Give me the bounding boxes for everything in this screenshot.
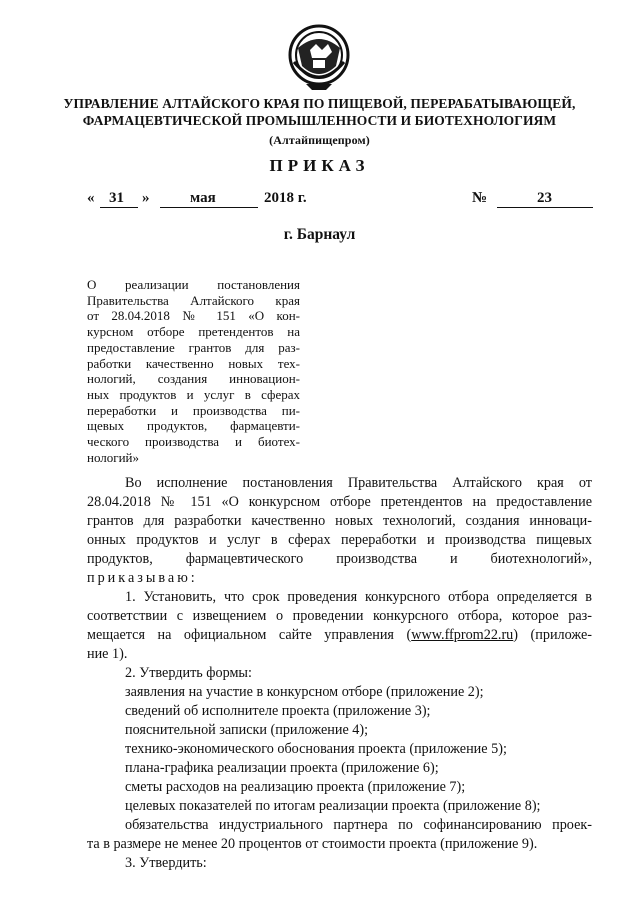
date-open-quote: « bbox=[87, 190, 95, 206]
subject-line: переработки и производства пи- bbox=[87, 402, 300, 418]
order-number: 23 bbox=[537, 190, 552, 206]
number-underline bbox=[497, 207, 593, 208]
form-item: целевых показателей по итогам реализации проекта (приложение 8); bbox=[125, 798, 541, 814]
form-item: сведений об исполнителе проекта (приложение 3); bbox=[125, 703, 431, 719]
subject-line: предоставление грантов для раз- bbox=[87, 339, 300, 355]
body-line: ние 1). bbox=[87, 646, 128, 662]
month-underline bbox=[160, 207, 258, 208]
subject-line: нологий, создания инновацион- bbox=[87, 371, 300, 387]
prikazyvayu-word: приказываю: bbox=[87, 570, 198, 586]
body-line: грантов для разработки качественно новых технологий, создания инноваци- bbox=[87, 513, 592, 529]
day-underline bbox=[100, 207, 138, 208]
date-month: мая bbox=[190, 190, 216, 206]
coat-of-arms-emblem bbox=[286, 22, 352, 92]
order-body bbox=[87, 474, 592, 873]
date-year: 2018 г. bbox=[264, 190, 307, 206]
body-line: Во исполнение постановления Правительства Алтайского края от bbox=[125, 475, 592, 491]
body-line-with-link bbox=[87, 626, 592, 645]
subject-line: ных продуктов и услуг в сферах bbox=[87, 386, 300, 402]
body-line: онных продуктов и услуг в сферах переработки и производства пищевых bbox=[87, 532, 592, 548]
body-line: 1. Установить, что срок проведения конкурсного отбора определяется в bbox=[125, 589, 592, 605]
city-name: г. Барнаул bbox=[283, 226, 356, 243]
form-item: плана-графика реализации проекта (приложение 6); bbox=[125, 760, 439, 776]
subject-line: работки качественно новых тех- bbox=[87, 355, 300, 371]
body-text: ) (приложе- bbox=[513, 627, 592, 643]
form-item: сметы расходов на реализацию проекта (приложение 7); bbox=[125, 779, 466, 795]
date-close-quote: » bbox=[142, 190, 150, 206]
form-item: обязательства индустриального партнера по софинансированию проек- bbox=[125, 817, 592, 833]
subject-line: от 28.04.2018 № 151 «О кон- bbox=[87, 308, 300, 324]
subject-line: ческого производства и биотех- bbox=[87, 434, 300, 450]
number-sign: № bbox=[472, 190, 488, 206]
body-line: продуктов, фармацевтического производства и биотехнологий», bbox=[87, 551, 592, 567]
body-text: мещается на официальном сайте управления ( bbox=[87, 627, 412, 643]
subject-line: О реализации постановления bbox=[87, 277, 300, 292]
form-item: пояснительной записки (приложение 4); bbox=[125, 722, 369, 738]
body-line: 2. Утвердить формы: bbox=[125, 665, 252, 681]
form-item: та в размере не менее 20 процентов от стоимости проекта (приложение 9). bbox=[87, 836, 538, 852]
organization-name-line1: УПРАВЛЕНИЕ АЛТАЙСКОГО КРАЯ ПО ПИЩЕВОЙ, ПЕРЕРАБАТЫВАЮЩЕЙ, bbox=[63, 96, 576, 111]
order-subject bbox=[87, 277, 300, 465]
website-link[interactable]: www.ffprom22.ru bbox=[411, 627, 514, 643]
date-day: 31 bbox=[109, 190, 124, 206]
document-type-title: ПРИКАЗ bbox=[269, 156, 370, 175]
subject-line: курсном отборе претендентов на bbox=[87, 324, 300, 340]
organization-short-name: (Алтайпищепром) bbox=[269, 133, 370, 147]
form-item: технико-экономического обоснования проекта (приложение 5); bbox=[125, 741, 507, 757]
body-line: 3. Утвердить: bbox=[125, 855, 207, 871]
subject-line: Правительства Алтайского края bbox=[87, 292, 300, 308]
subject-line: щевых продуктов, фармацевти- bbox=[87, 418, 300, 434]
body-line: соответствии с извещением о проведении конкурсного отбора, которое раз- bbox=[87, 608, 592, 624]
body-line: 28.04.2018 № 151 «О конкурсном отборе претендентов на предоставление bbox=[87, 494, 592, 510]
organization-name-line2: ФАРМАЦЕВТИЧЕСКОЙ ПРОМЫШЛЕННОСТИ И БИОТЕХНОЛОГИЯМ bbox=[82, 113, 557, 128]
form-item: заявления на участие в конкурсном отборе (приложение 2); bbox=[125, 684, 484, 700]
subject-line: нологий» bbox=[87, 449, 140, 465]
